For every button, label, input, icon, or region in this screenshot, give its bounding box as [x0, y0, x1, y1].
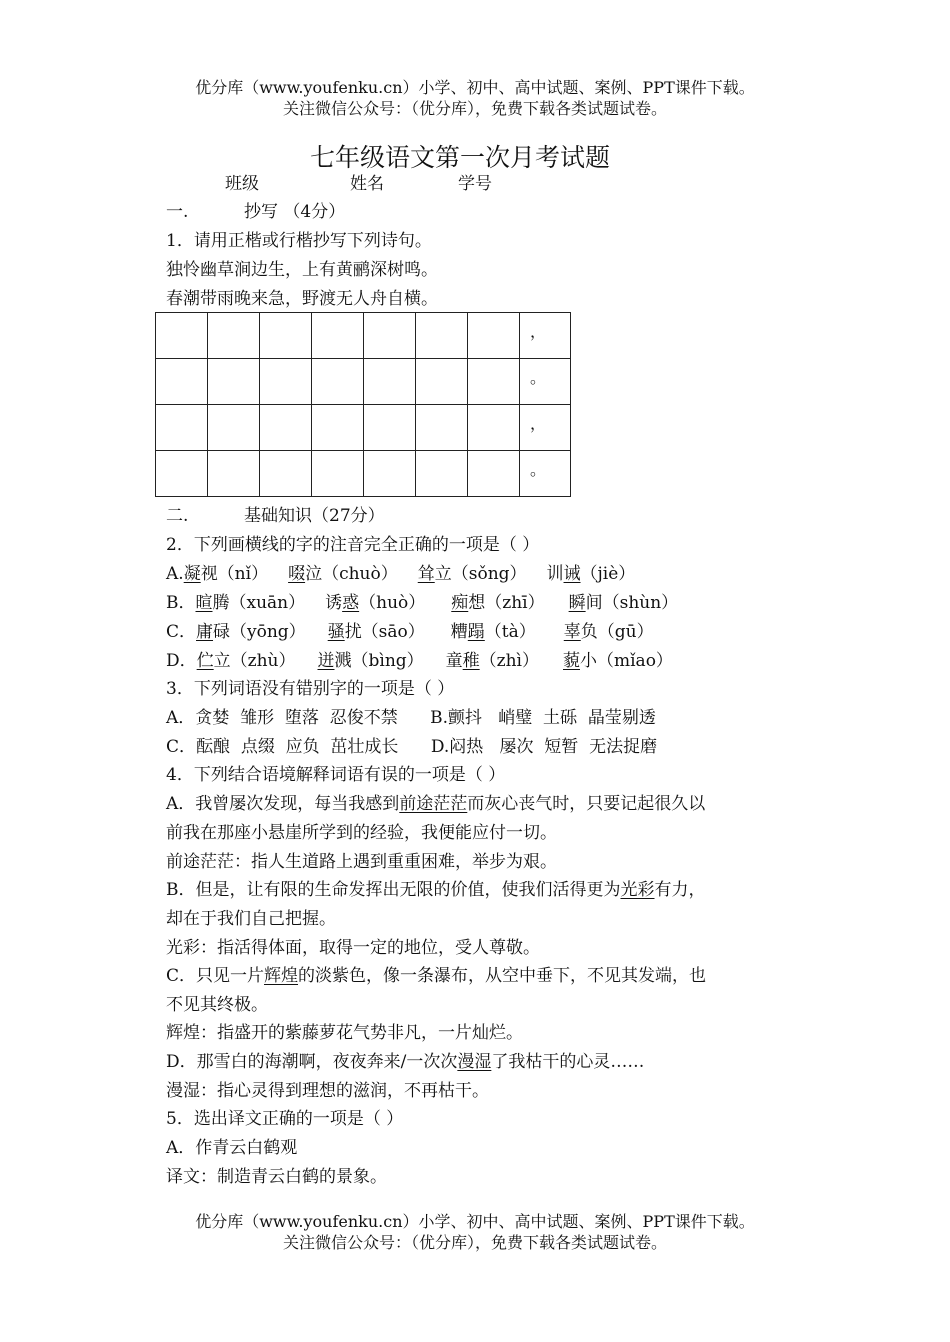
header-line-1: 优分库（www.youfenku.cn）小学、初中、高中试题、案例、PPT课件下载。	[195, 78, 755, 97]
q2-option-c: C．庸碌（yōng） 骚扰（sāo） 糟蹋（tà） 辜负（gū）	[166, 622, 654, 642]
grid-row	[156, 451, 571, 497]
q2-option-b: B．暄腾（xuān） 诱惑（huò） 痴想（zhī） 瞬间（shùn）	[166, 593, 679, 613]
q5-option-a: A．作青云白鹤观	[166, 1138, 298, 1158]
grid-cell[interactable]	[312, 451, 364, 497]
q4-option-c-line-1: C．只见一片辉煌的淡紫色，像一条瀑布，从空中垂下，不见其发端，也	[166, 966, 707, 986]
grid-row	[156, 359, 571, 405]
footer-line-1: 优分库（www.youfenku.cn）小学、初中、高中试题、案例、PPT课件下载。	[195, 1212, 755, 1231]
grid-cell[interactable]	[364, 313, 416, 359]
grid-cell[interactable]	[416, 405, 468, 451]
q4-option-c-line-2: 不见其终极。	[166, 995, 268, 1015]
q2-option-a: A.凝视（nǐ） 啜泣（chuò） 耸立（sǒng） 训诫（jiè）	[166, 564, 636, 584]
grid-cell[interactable]	[156, 405, 208, 451]
header-line-2: 关注微信公众号：（优分库），免费下载各类试题试卷。	[282, 99, 667, 118]
q4-option-b-line-1: B．但是，让有限的生命发挥出无限的价值，使我们活得更为光彩有力，	[166, 880, 706, 900]
grid-cell[interactable]	[156, 313, 208, 359]
grid-cell[interactable]	[156, 451, 208, 497]
q4-option-a-line-2: 前我在那座小悬崖所学到的经验，我便能应付一切。	[166, 823, 557, 843]
poem-line-1: 独怜幽草涧边生，上有黄鹂深树鸣。	[166, 260, 438, 280]
q4-option-a-explanation: 前途茫茫：指人生道路上遇到重重困难，举步为艰。	[166, 852, 557, 872]
name-label: 姓名	[350, 174, 384, 194]
q4-option-b-explanation: 光彩：指活得体面，取得一定的地位，受人尊敬。	[166, 938, 540, 958]
question-1: 1．请用正楷或行楷抄写下列诗句。	[166, 231, 432, 251]
grid-cell[interactable]	[208, 359, 260, 405]
grid-cell[interactable]	[468, 313, 520, 359]
grid-cell[interactable]	[260, 359, 312, 405]
question-4: 4．下列结合语境解释词语有误的一项是（ ）	[166, 765, 506, 785]
q4-option-d-explanation: 漫湿：指心灵得到理想的滋润，不再枯干。	[166, 1081, 489, 1101]
q4-option-d-line-1: D．那雪白的海潮啊，夜夜奔来/一次次漫湿了我枯干的心灵……	[166, 1052, 645, 1072]
grid-cell[interactable]	[468, 405, 520, 451]
q3-options-ab: A．贪婪 雏形 堕落 忍俊不禁 B.颤抖 峭璧 土砾 晶莹剔透	[166, 708, 656, 728]
grid-cell[interactable]	[208, 451, 260, 497]
q4-option-a-line-1: A．我曾屡次发现，每当我感到前途茫茫而灰心丧气时，只要记起很久以	[166, 794, 706, 814]
grid-row	[156, 405, 571, 451]
grid-cell[interactable]	[364, 359, 416, 405]
grid-punct-cell: ，	[520, 313, 571, 359]
section-1-title: 抄写 （4分）	[244, 202, 346, 222]
grid-cell[interactable]	[416, 359, 468, 405]
q5-option-a-translation: 译文：制造青云白鹤的景象。	[166, 1167, 387, 1187]
grid-cell[interactable]	[416, 313, 468, 359]
grid-cell[interactable]	[364, 405, 416, 451]
grid-punct-cell: 。	[520, 451, 571, 497]
grid-cell[interactable]	[468, 451, 520, 497]
q4-option-b-line-2: 却在于我们自己把握。	[166, 909, 336, 929]
q2-option-d: D．伫立（zhù） 迸溅（bìng） 童稚（zhì） 藐小（mǐao）	[166, 651, 673, 671]
question-2: 2．下列画横线的字的注音完全正确的一项是（ ）	[166, 535, 540, 555]
poem-line-2: 春潮带雨晚来急，野渡无人舟自横。	[166, 289, 438, 309]
grid-cell[interactable]	[312, 405, 364, 451]
question-5: 5．选出译文正确的一项是（ ）	[166, 1109, 404, 1129]
question-3: 3．下列词语没有错别字的一项是（ ）	[166, 679, 455, 699]
grid-cell[interactable]	[260, 405, 312, 451]
grid-cell[interactable]	[312, 359, 364, 405]
q4-option-c-explanation: 辉煌：指盛开的紫藤萝花气势非凡，一片灿烂。	[166, 1023, 523, 1043]
grid-cell[interactable]	[416, 451, 468, 497]
class-label: 班级	[225, 174, 259, 194]
grid-punct-cell: ，	[520, 405, 571, 451]
copy-grid	[155, 312, 571, 497]
page-title: 七年级语文第一次月考试题	[309, 143, 610, 172]
q3-options-cd: C．酝酿 点缀 应负 茁壮成长 D.闷热 屡次 短暂 无法捉磨	[166, 737, 658, 757]
section-1-number: 一.	[166, 202, 189, 222]
grid-cell[interactable]	[208, 313, 260, 359]
grid-punct-cell: 。	[520, 359, 571, 405]
section-2-number: 二.	[166, 506, 189, 526]
grid-cell[interactable]	[260, 313, 312, 359]
grid-cell[interactable]	[208, 405, 260, 451]
grid-cell[interactable]	[156, 359, 208, 405]
student-id-label: 学号	[458, 174, 492, 194]
grid-cell[interactable]	[364, 451, 416, 497]
grid-row	[156, 313, 571, 359]
grid-cell[interactable]	[312, 313, 364, 359]
grid-cell[interactable]	[260, 451, 312, 497]
grid-cell[interactable]	[468, 359, 520, 405]
section-2-title: 基础知识（27分）	[244, 506, 385, 526]
footer-line-2: 关注微信公众号：（优分库），免费下载各类试题试卷。	[282, 1233, 667, 1252]
